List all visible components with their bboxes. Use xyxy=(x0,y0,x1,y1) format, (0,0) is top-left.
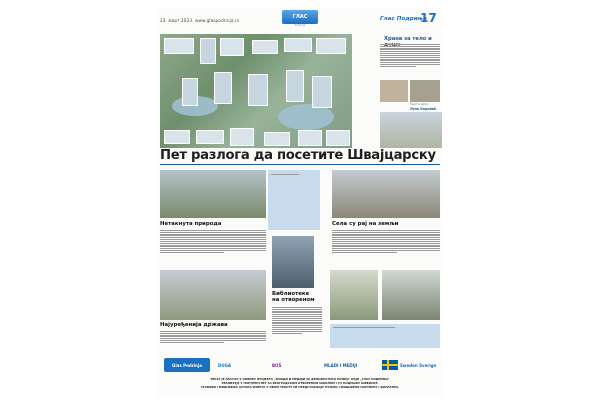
village-photo xyxy=(330,270,378,320)
text-line xyxy=(380,48,440,49)
text-line xyxy=(380,64,440,65)
text-line xyxy=(272,329,322,330)
food-photo xyxy=(380,80,408,102)
text-line xyxy=(380,62,440,63)
map-photo xyxy=(230,128,254,146)
page-headline: Пет разлога да посетите Швајцарску xyxy=(160,148,436,163)
text-line xyxy=(333,327,395,328)
section-body-state xyxy=(160,330,266,352)
text-line xyxy=(160,232,266,233)
pull-quote-box xyxy=(268,170,320,230)
text-line xyxy=(160,237,266,238)
section-title-nature: Нетакнута природа xyxy=(160,221,222,227)
masthead-logo-text: ГЛАС xyxy=(292,14,308,20)
text-line xyxy=(272,307,322,308)
map-photo xyxy=(196,130,224,144)
text-line xyxy=(160,340,266,341)
text-line xyxy=(380,55,440,56)
text-line xyxy=(332,243,440,244)
project-footer xyxy=(160,378,440,389)
map-collage xyxy=(160,34,352,148)
section-title-state: Нaјуређенија држава xyxy=(160,322,228,328)
sponsor-strip xyxy=(160,354,440,376)
map-photo xyxy=(214,72,232,104)
text-line xyxy=(272,325,322,326)
text-line xyxy=(380,57,440,58)
text-line xyxy=(160,338,266,339)
text-line xyxy=(160,342,224,343)
photo-credit-label: Текст и фото: xyxy=(410,103,429,106)
photo-credit-name: Луна Коровић xyxy=(410,107,437,111)
map-photo xyxy=(264,132,290,146)
text-line xyxy=(160,230,266,231)
text-line xyxy=(160,333,266,334)
issue-date: 23. март 2023. www.glaspodrinja.rs xyxy=(160,18,240,23)
village-photo xyxy=(380,112,442,148)
text-line xyxy=(332,252,397,253)
map-photo xyxy=(298,130,322,146)
map-photo xyxy=(252,40,278,54)
footer-line: СТАВОВИ І МИШЉЕЊА АУТОРА ИЗНЕТА У ОВОМ ТЕКСТУ НЕ ПРЕДСТАВЉАЈУ НУЖНО І МИШЉЕЊЕ ПАРТНЕРА І ДОНАТОРА. xyxy=(200,384,400,389)
section-body-libraries xyxy=(272,306,322,350)
text-line xyxy=(332,245,440,246)
text-line xyxy=(332,250,440,251)
text-line xyxy=(332,239,440,240)
newspaper-page xyxy=(158,8,442,396)
text-line xyxy=(380,53,440,54)
text-line xyxy=(272,331,322,332)
text-line xyxy=(160,243,266,244)
text-line xyxy=(160,250,266,251)
nature-photo xyxy=(160,170,266,218)
section-title-libraries: Библиотеке на отвореном xyxy=(272,291,315,303)
food-photo xyxy=(410,80,440,102)
section-name: Глас Подриња xyxy=(380,16,427,22)
map-photo xyxy=(286,70,304,102)
text-line xyxy=(160,245,266,246)
sponsor-logo-sweden xyxy=(382,358,438,372)
text-line xyxy=(272,314,322,315)
footer-line: ТЕКСТ ЈЕ НАСТАО У ОКВИРУ ПРОЈЕКТА „МЛАДИ И МЕДИЈИ ЗА ДЕМОКРАТСКИ РАЗВОЈ" КОЈИ „ГЛАС ПОДРИЊА" xyxy=(210,377,390,381)
map-photo xyxy=(316,38,346,54)
village-photo xyxy=(382,270,440,320)
map-photo xyxy=(164,130,190,144)
map-photo xyxy=(182,78,198,106)
section-title-villages: Села су рај на земљи xyxy=(332,221,399,227)
text-line xyxy=(380,44,440,45)
text-line xyxy=(272,311,322,312)
masthead-logo-sub: Podrinja xyxy=(294,24,306,27)
text-line xyxy=(271,174,299,175)
text-line xyxy=(160,331,266,332)
sponsor-logo: MLADI I MEDIJI xyxy=(324,362,358,368)
text-line xyxy=(332,232,440,233)
text-line xyxy=(160,239,266,240)
text-line xyxy=(380,46,440,47)
text-line xyxy=(272,327,322,328)
sponsor-logo: Glas Podrinja xyxy=(164,358,210,372)
text-line xyxy=(332,241,440,242)
pull-quote-text xyxy=(268,170,320,179)
sponsor-sweden-text: Sweden Sverige xyxy=(400,362,437,368)
text-line xyxy=(380,66,416,67)
sponsor-logo: DUGA xyxy=(218,362,231,368)
text-line xyxy=(332,248,440,249)
text-line xyxy=(332,230,440,231)
text-line xyxy=(332,234,440,235)
text-line xyxy=(272,309,322,310)
map-photo xyxy=(284,38,312,52)
masthead-logo xyxy=(282,10,318,24)
text-line xyxy=(160,248,266,249)
text-line xyxy=(272,316,322,317)
map-photo xyxy=(312,76,332,108)
page-number: 17 xyxy=(420,11,437,25)
map-photo xyxy=(248,74,268,106)
sidebar-body-text xyxy=(380,43,440,79)
text-line xyxy=(380,51,440,52)
text-line xyxy=(160,252,224,253)
sponsor-logo: BOŠ xyxy=(272,362,282,368)
text-line xyxy=(160,335,266,336)
city-photo xyxy=(160,270,266,320)
map-photo xyxy=(326,130,350,146)
bridge-photo xyxy=(332,170,440,218)
text-line xyxy=(380,59,440,60)
map-photo xyxy=(164,38,194,54)
footer-line: РЕАЛИЗУЈЕ У ПАРТНЕРСТВУ ЗА БЕОГРАДСКОМ ОТВОРЕНОМ ШКОЛОМ І УЗ ПОДРШКУ ШВЕДСКЕ. xyxy=(221,380,379,385)
text-line xyxy=(272,322,322,323)
map-photo xyxy=(220,38,244,56)
text-line xyxy=(160,241,266,242)
text-line xyxy=(272,318,322,319)
section-body-nature xyxy=(160,229,266,265)
bookshelf-photo xyxy=(272,236,314,288)
text-line xyxy=(272,320,322,321)
info-box-text xyxy=(330,324,440,331)
section-body-villages xyxy=(332,229,440,265)
text-line xyxy=(160,234,266,235)
info-box xyxy=(330,324,440,348)
text-line xyxy=(272,333,302,334)
map-photo xyxy=(200,38,216,64)
sweden-flag-icon xyxy=(382,360,398,370)
sidebar-title: Храна за тело и xyxy=(384,36,432,42)
headline-rule xyxy=(160,164,440,165)
text-line xyxy=(332,237,440,238)
